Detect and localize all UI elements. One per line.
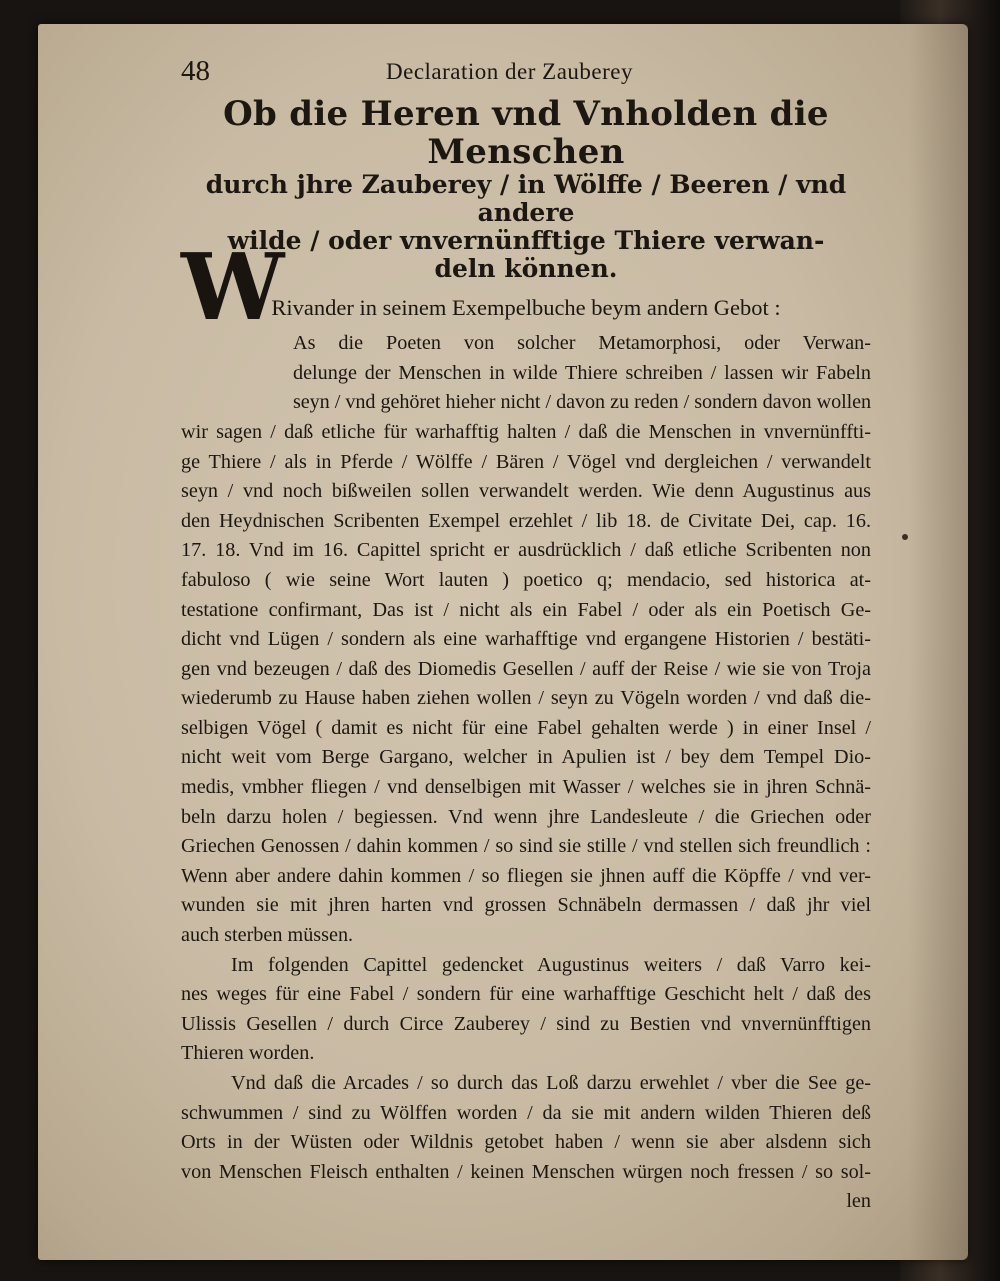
text-line: selbigen Vögel ( damit es nicht für eine Fabel gehalten werde ) in einer Insel /	[181, 716, 871, 739]
text-line: wiederumb zu Hause haben ziehen wollen / seyn zu Vögeln worden / vnd daß die-	[181, 687, 871, 710]
chapter-title-line-1: Ob die Heren vnd Vnholden die Menschen	[223, 94, 829, 173]
gutter-shadow	[908, 24, 968, 1260]
text-line: medis, vmbher fliegen / vnd denselbigen mit Wasser / welches sie in jhren Schnä-	[181, 776, 871, 799]
text-line: wir sagen / daß etliche für warhafftig halten / daß die Menschen in vnvernünffti-	[181, 420, 871, 443]
text-line: delunge der Menschen in wilde Thiere schreiben / lassen wir Fabeln	[293, 361, 871, 384]
text-line: schwummen / sind zu Wölffen worden / da sie mit andern wilden Thieren deß	[181, 1101, 871, 1124]
text-line: Im folgenden Capittel gedencket Augustinus weiters / daß Varro kei-	[231, 953, 871, 976]
text-line: Thieren worden.	[181, 1042, 315, 1065]
text-line: Orts in der Wüsten oder Wildnis getobet haben / wenn sie aber alsdenn sich	[181, 1131, 871, 1154]
text-line: dicht vnd Lügen / sondern als eine warhafftige vnd ergangene Historien / bestäti-	[181, 628, 871, 651]
text-line: Griechen Genossen / dahin kommen / so sind sie stille / vnd stellen sich freundlich :	[181, 835, 871, 858]
chapter-title-line-3: wilde / oder vnvernünfftige Thiere verwan-	[227, 226, 825, 256]
chapter-title-line-4: deln können.	[434, 254, 618, 284]
text-line: 17. 18. Vnd im 16. Capittel spricht er ausdrücklich / daß etliche Scribenten non	[181, 539, 871, 562]
text-line: testatione confirmant, Das ist / nicht als ein Fabel / oder als ein Poetisch Ge-	[181, 598, 871, 621]
chapter-title-line-2: durch jhre Zauberey / in Wölffe / Beeren / vnd andere	[205, 170, 847, 228]
text-line: ge Thiere / als in Pferde / Wölffe / Bären / Vögel vnd dergleichen / verwandelt	[181, 450, 871, 473]
drop-cap-initial: W	[181, 233, 285, 341]
running-title: Declaration der Zauberey	[386, 59, 633, 84]
text-line: auch sterben müssen.	[181, 924, 354, 947]
running-head	[181, 55, 871, 93]
page-content	[181, 55, 871, 1217]
text-line: nes weges für eine Fabel / sondern für eine warhafftige Geschicht helt / daß des	[181, 983, 871, 1006]
text-line: nicht weit vom Berge Gargano, welcher in Apulien ist / bey dem Tempel Dio-	[181, 746, 871, 769]
text-line: Wenn aber andere dahin kommen / so fliegen sie jhnen auff die Köpffe / vnd ver-	[181, 864, 871, 887]
text-line: den Heydnischen Scribenten Exempel erzehlet / lib 18. de Civitate Dei, cap. 16.	[181, 509, 871, 532]
text-line: seyn / vnd noch bißweilen sollen verwandelt werden. Wie denn Augustinus aus	[181, 480, 871, 503]
source-subheading: Rivander in seinem Exempelbuche beym andern Gebot :	[271, 295, 781, 321]
text-line: gen vnd bezeugen / daß des Diomedis Gesellen / auff der Reise / wie sie von Troja	[181, 657, 871, 680]
page-number: 48	[181, 55, 210, 87]
text-line: beln darzu holen / begiessen. Vnd wenn jhre Landesleute / die Griechen oder	[181, 805, 871, 828]
ink-speck	[902, 534, 908, 540]
chapter-title	[181, 95, 871, 283]
text-line: seyn / vnd gehöret hieher nicht / davon zu reden / sondern davon wollen	[293, 391, 871, 414]
catchword: len	[846, 1190, 871, 1213]
text-line: fabuloso ( wie seine Wort lauten ) poetico q; mendacio, sed historica at-	[181, 568, 871, 591]
text-line: Vnd daß die Arcades / so durch das Loß darzu erwehlet / vber die See ge-	[231, 1072, 871, 1094]
body-text	[181, 329, 871, 1217]
text-line: wunden sie mit jhren harten vnd grossen Schnäbeln dermassen / daß jhr viel	[181, 894, 871, 917]
text-line: Ulissis Gesellen / durch Circe Zauberey / sind zu Bestien vnd vnvernünfftigen	[181, 1012, 871, 1035]
text-line: As die Poeten von solcher Metamorphosi, oder Verwan-	[293, 332, 871, 355]
text-line: von Menschen Fleisch enthalten / keinen Menschen würgen noch fressen / so sol-	[181, 1160, 871, 1183]
